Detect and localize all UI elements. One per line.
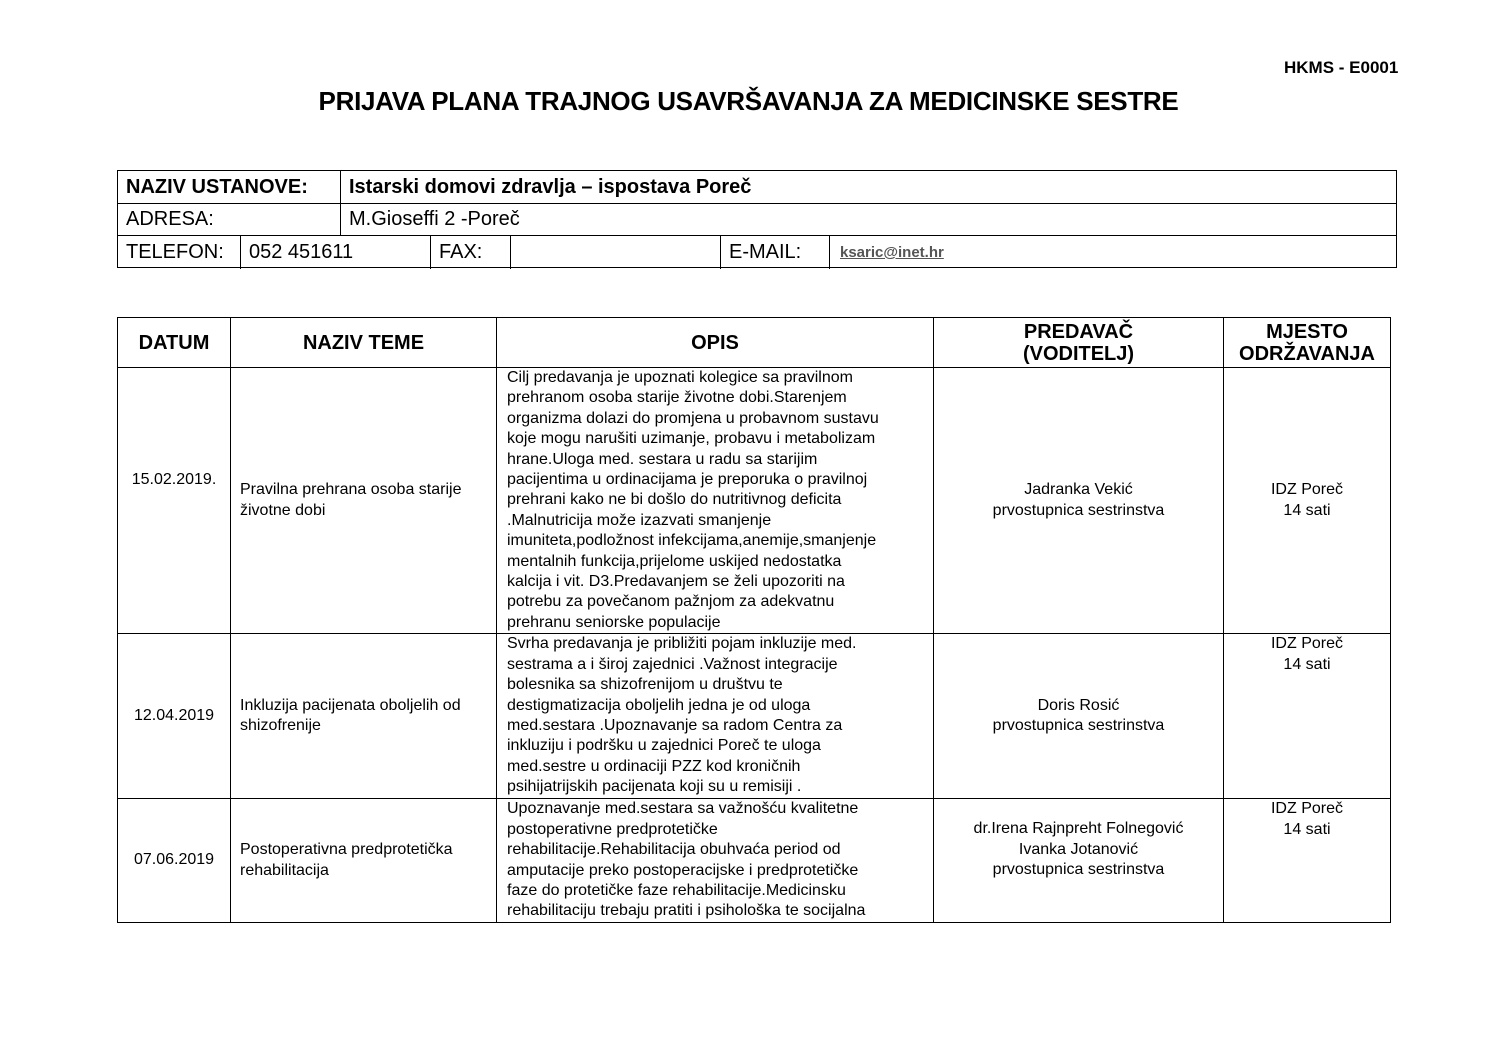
description-line: Upoznavanje med.sestara sa važnošću kvalitetne: [507, 800, 859, 818]
lecturer-title: prvostupnica sestrinstva: [992, 861, 1165, 879]
plan-table: [117, 317, 1391, 923]
description-line: bolesnika sa shizofrenijom u društvu te: [507, 676, 783, 694]
row-topic: Pravilna prehrana osoba starije životne dobi: [231, 368, 497, 634]
description-line: prehranom osoba starije životne dobi.Starenjem: [507, 389, 847, 407]
lecturer-name: dr.Irena Rajnpreht Folnegović: [973, 820, 1184, 838]
lecturer-name: Doris Rosić: [1037, 696, 1120, 714]
place-time: 14 sati: [1283, 655, 1331, 673]
header-date: DATUM: [118, 318, 231, 368]
institution-name-label: NAZIV USTANOVE:: [118, 171, 341, 203]
row-lecturer: [934, 634, 1224, 799]
header-topic: NAZIV TEME: [231, 318, 497, 368]
row-topic: Postoperativna predprotetička rehabilitacija: [231, 799, 497, 922]
institution-contact-row: [118, 236, 1396, 269]
row-description: [497, 634, 934, 799]
description-line: med.sestara .Upoznavanje sa radom Centra za: [507, 716, 843, 734]
description-line: faze do protetičke faze rehabilitacije.Medicinsku: [507, 881, 846, 899]
lecturer-title: prvostupnica sestrinstva: [992, 717, 1165, 735]
table-row: [118, 634, 1391, 799]
row-lecturer: [934, 368, 1224, 634]
fax-value: [511, 236, 721, 269]
description-line: prehrani kako ne bi došlo do nutritivnog deficita: [507, 491, 842, 509]
phone-label: TELEFON:: [118, 236, 241, 269]
description-line: rehabilitaciju trebaju pratiti i psihološka te socijalna: [507, 902, 866, 920]
address-value: M.Gioseffi 2 -Poreč: [349, 208, 520, 230]
description-line: psihijatrijskih pacijenata koji su u remisiji .: [507, 778, 802, 796]
description-line: amputacije preko postoperacijske i predprotetičke: [507, 861, 859, 879]
row-description: [497, 368, 934, 634]
form-code: HKMS - E0001: [1284, 58, 1399, 77]
header-lecturer-line1: PREDAVAČ: [1023, 320, 1134, 343]
institution-name-value: Istarski domovi zdravlja – ispostava Poreč: [349, 175, 752, 198]
email-cell: [830, 236, 1398, 269]
email-link[interactable]: ksaric@inet.hr: [840, 244, 944, 261]
header-place: [1224, 318, 1391, 368]
description-line: med.sestre u ordinaciji PZZ kod kroničnih: [507, 757, 801, 775]
description-line: rehabilitacije.Rehabilitacija obuhvaća period od: [507, 841, 841, 859]
description-line: hrane.Uloga med. sestara u radu sa starijim: [507, 450, 818, 468]
description-line: imuniteta,podložnost infekcijama,anemije,smanjenje: [507, 532, 877, 550]
description-line: Cilj predavanja je upoznati kolegice sa pravilnom: [507, 369, 853, 386]
lecturer-name: Jadranka Vekić: [1024, 481, 1133, 499]
header-description: OPIS: [497, 318, 934, 368]
place-name: IDZ Poreč: [1270, 635, 1343, 653]
row-lecturer: [934, 799, 1224, 922]
description-line: koje mogu narušiti uzimanje, probavu i metabolizam: [507, 430, 876, 448]
lecturer-name: Ivanka Jotanović: [1018, 840, 1139, 858]
row-description: [497, 799, 934, 922]
header-place-line1: MJESTO: [1266, 320, 1348, 343]
institution-table: [117, 170, 1397, 268]
description-line: mentalnih funkcija,prijelome uskijed nedostatka: [507, 552, 842, 570]
row-place: [1224, 799, 1391, 922]
place-name: IDZ Poreč: [1270, 800, 1343, 818]
page-title: PRIJAVA PLANA TRAJNOG USAVRŠAVANJA ZA MEDICINSKE SESTRE: [318, 86, 1179, 116]
place-name: IDZ Poreč: [1270, 481, 1343, 499]
lecturer-title: prvostupnica sestrinstva: [992, 501, 1165, 519]
description-line: organizma dolazi do promjena u probavnom sustavu: [507, 409, 879, 427]
address-label: ADRESA:: [118, 204, 341, 235]
table-row: [118, 799, 1391, 922]
description-line: potrebu za povečanom pažnjom za adekvatnu: [507, 593, 835, 611]
phone-value: 052 451611: [241, 236, 431, 269]
institution-name-row: [118, 171, 1396, 204]
row-date: 07.06.2019: [118, 799, 231, 922]
description-line: sestrama a i široj zajednici .Važnost integracije: [507, 655, 838, 673]
description-line: Svrha predavanja je približiti pojam inkluzije med.: [507, 635, 857, 653]
description-line: destigmatizacija oboljelih jedna je od uloga: [507, 696, 811, 714]
description-line: kalcija i vit. D3.Predavanjem se želi upozoriti na: [507, 573, 845, 591]
description-line: prehranu seniorske populacije: [507, 613, 721, 631]
header-lecturer-line2: (VODITELJ): [1022, 342, 1135, 365]
row-place: [1224, 368, 1391, 634]
header-place-line2: ODRŽAVANJA: [1239, 342, 1375, 365]
row-place: [1224, 634, 1391, 799]
place-time: 14 sati: [1283, 501, 1331, 519]
header-lecturer: [934, 318, 1224, 368]
email-label: E-MAIL:: [721, 236, 830, 269]
table-row: [118, 368, 1391, 634]
description-line: inkluziju i podršku u zajednici Poreč te uloga: [507, 737, 821, 755]
plan-header-row: [118, 318, 1391, 368]
fax-label: FAX:: [431, 236, 511, 269]
row-topic: Inkluzija pacijenata oboljelih od shizofrenije: [231, 634, 497, 799]
description-line: .Malnutricija može izazvati smanjenje: [507, 511, 772, 529]
place-time: 14 sati: [1283, 820, 1331, 838]
description-line: pacijentima u ordinacijama je preporuka o pravilnoj: [507, 471, 868, 489]
institution-address-row: [118, 204, 1396, 236]
row-date: 12.04.2019: [118, 634, 231, 799]
description-line: postoperativne predprotetičke: [507, 820, 718, 838]
row-date: 15.02.2019.: [118, 368, 231, 634]
